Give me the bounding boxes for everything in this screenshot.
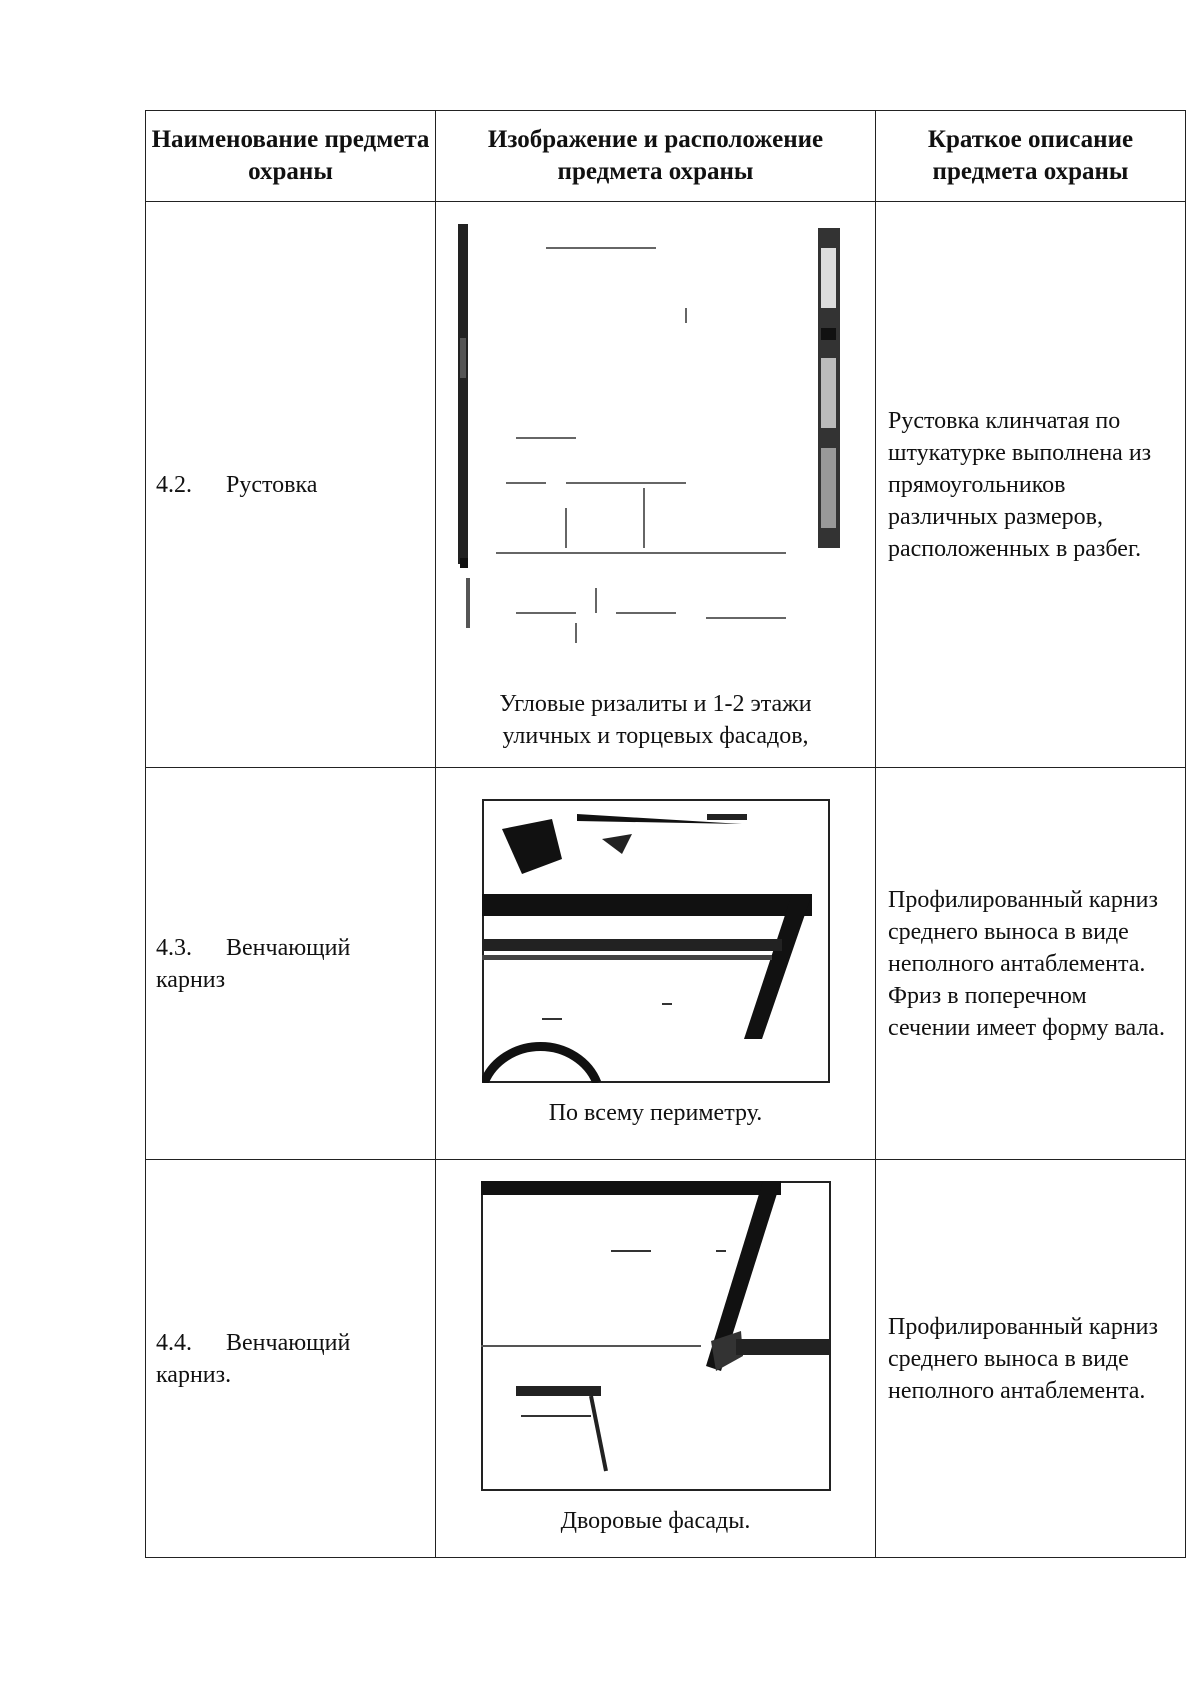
table-row	[146, 202, 1186, 768]
row-caption: По всему периметру.	[548, 1099, 763, 1126]
row-image-cell	[436, 1160, 876, 1558]
row-image-cell	[436, 768, 876, 1160]
row-image-cell	[436, 202, 876, 768]
header-name: Наименование предмета охраны	[146, 111, 436, 202]
row-name-cell	[146, 768, 436, 1160]
header-description: Краткое описание предмета охраны	[876, 111, 1186, 202]
row-description: Профилированный карниз среднего выноса в виде неполного антаблемента.	[876, 1160, 1186, 1558]
row-name-cell	[146, 202, 436, 768]
row-name: Рустовка	[226, 471, 318, 498]
row-description: Профилированный карниз среднего выноса в виде неполного антаблемента. Фриз в поперечном сечении имеет форму вала.	[876, 768, 1186, 1160]
courtyard-cornice-photo	[481, 1181, 831, 1491]
row-number: 4.3.	[156, 934, 192, 961]
row-caption: Дворовые фасады.	[560, 1507, 751, 1534]
row-description: Рустовка клинчатая по штукатурке выполнена из прямоугольников различных размеров, расположенных в разбег.	[876, 202, 1186, 768]
heritage-table	[145, 110, 1186, 1558]
row-number: 4.2.	[156, 471, 192, 498]
cornice-photo	[482, 799, 830, 1083]
row-name-cell	[146, 1160, 436, 1558]
row-name: Венчающий карниз.	[156, 1329, 351, 1388]
table-header-row	[146, 111, 1186, 202]
rustication-photo	[456, 218, 856, 688]
row-name: Венчающий карниз	[156, 934, 351, 993]
header-image: Изображение и расположение предмета охраны	[436, 111, 876, 202]
table-row	[146, 768, 1186, 1160]
row-caption: Угловые ризалиты и 1-2 этажи уличных и торцевых фасадов,	[499, 690, 812, 749]
table-row	[146, 1160, 1186, 1558]
row-number: 4.4.	[156, 1329, 192, 1356]
